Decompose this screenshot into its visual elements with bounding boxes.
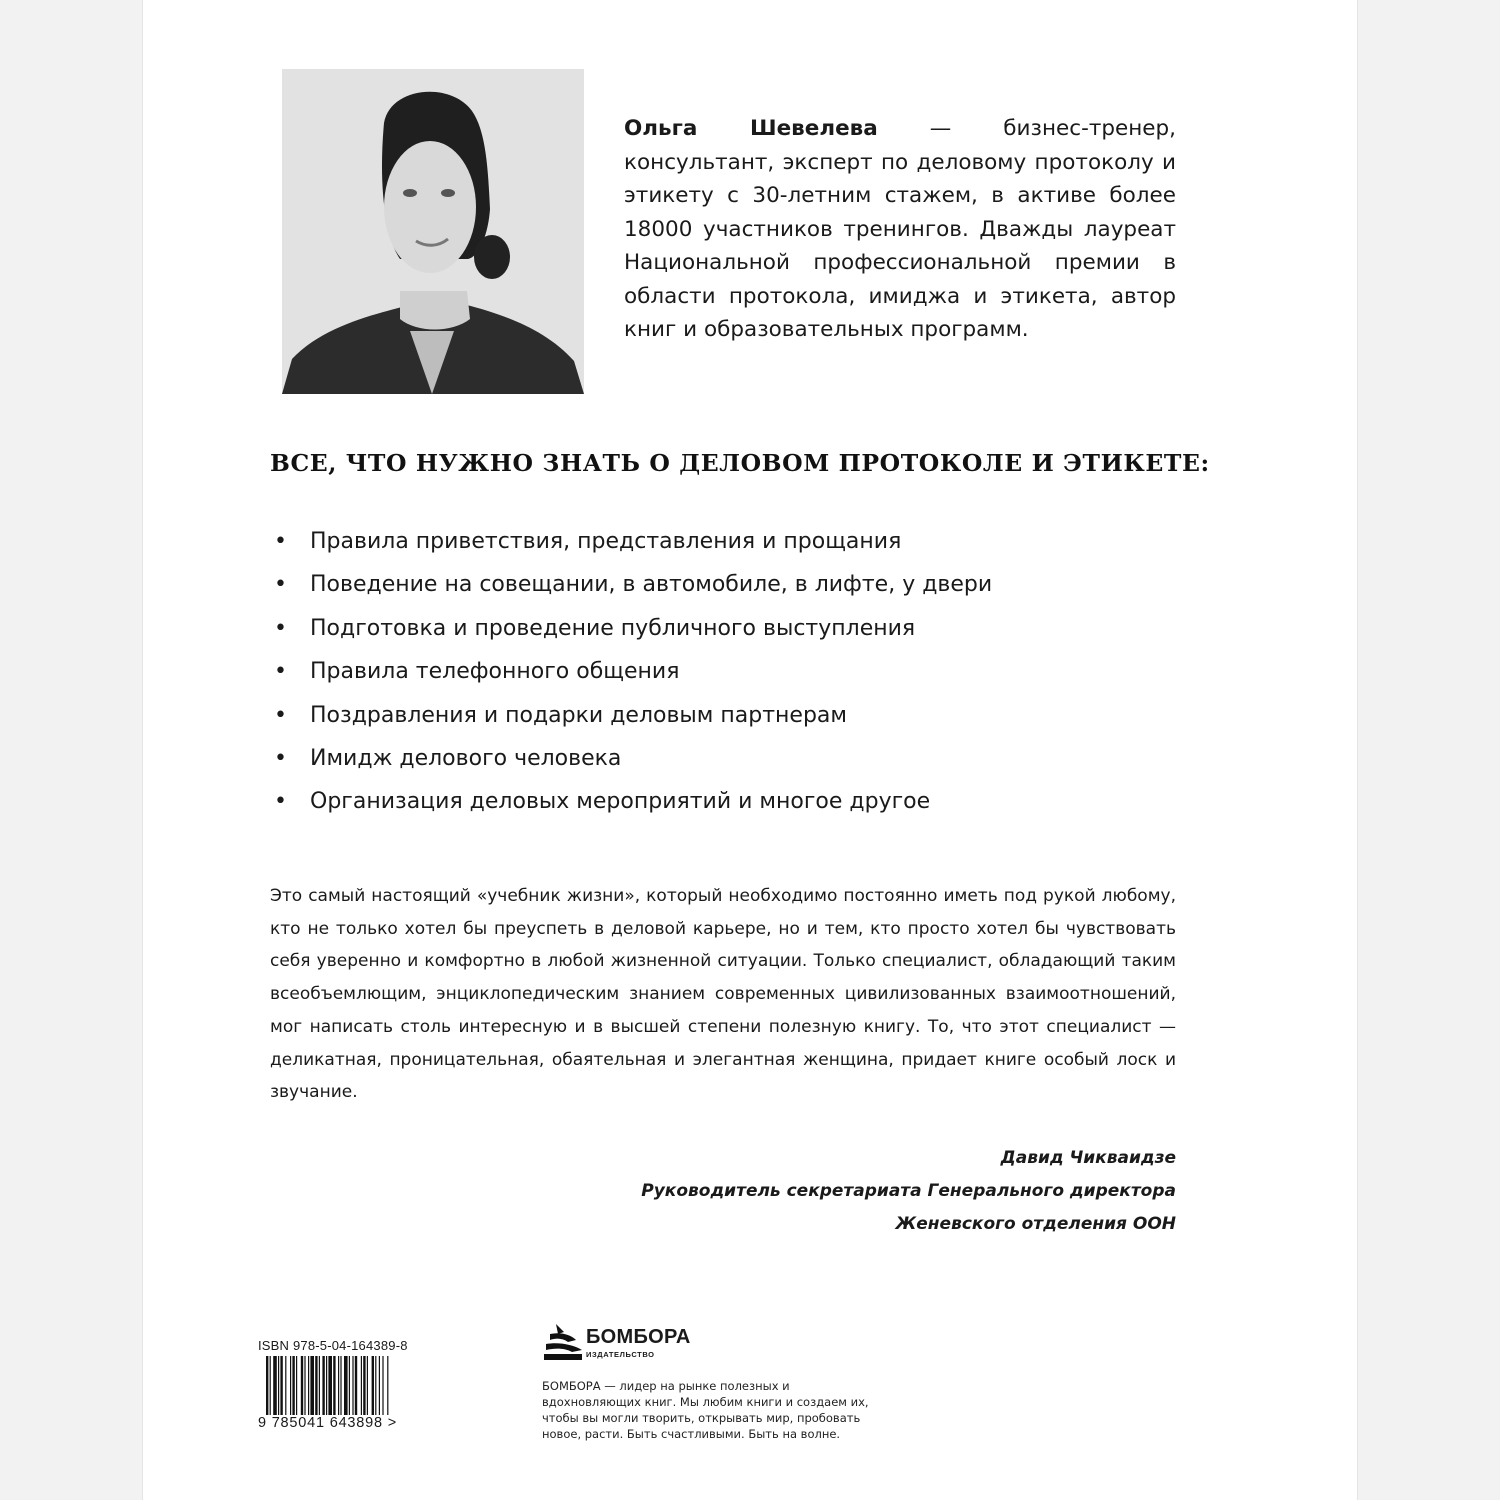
list-item-text: Поздравления и подарки деловым партнерам: [310, 702, 848, 728]
bullet-icon: •: [274, 702, 287, 728]
barcode-bar: [285, 1356, 286, 1418]
barcode-bar: [355, 1356, 357, 1418]
list-item-text: Подготовка и проведение публичного выступления: [310, 615, 916, 641]
barcode-bar: [338, 1356, 339, 1418]
isbn-label: ISBN 978-5-04-164389-8: [258, 1338, 408, 1353]
barcode-bar: [375, 1356, 376, 1418]
list-item: [270, 737, 1170, 780]
bullet-icon: •: [274, 615, 287, 641]
barcode-bar: [328, 1356, 332, 1418]
review-signature: [560, 1142, 1176, 1241]
bullet-icon: •: [274, 789, 287, 815]
list-item: [270, 780, 1170, 823]
barcode-bar: [333, 1356, 335, 1418]
barcode-bar: [273, 1356, 277, 1418]
barcode-bar: [319, 1356, 320, 1418]
barcode-bar: [340, 1356, 341, 1418]
author-name: Ольга Шевелева: [624, 116, 878, 141]
feature-list: [270, 520, 1170, 824]
bullet-icon: •: [274, 529, 287, 554]
publisher-logo-subtitle: ИЗДАТЕЛЬСТВО: [586, 1350, 655, 1359]
list-item: [270, 650, 1170, 693]
bullet-icon: •: [274, 659, 287, 685]
publisher-description: БОМБОРА — лидер на рынке полезных и вдохновляющих книг. Мы любим книги и создаем их, чтобы вы могли творить, открывать мир, пробовать новое, расти. Быть счастливыми. Быть на волне.: [542, 1379, 869, 1441]
list-item-text: Имидж делового человека: [310, 745, 622, 771]
barcode-bar: [344, 1356, 348, 1418]
section-heading: ВСЕ, ЧТО НУЖНО ЗНАТЬ О ДЕЛОВОМ ПРОТОКОЛЕ И ЭТИКЕТЕ:: [270, 449, 1210, 477]
author-photo: [282, 69, 584, 394]
publisher-logo-name: БОМБОРА: [586, 1326, 691, 1348]
signature-title-line-1: Руководитель секретариата Генерального директора: [641, 1181, 1176, 1201]
author-portrait-image: [282, 69, 584, 394]
barcode-bar: [310, 1356, 314, 1418]
barcode-bar: [280, 1356, 282, 1418]
barcode-digits: 9 785041 643898 >: [258, 1415, 463, 1431]
bullet-icon: •: [274, 572, 287, 598]
barcode-bar: [349, 1356, 350, 1418]
barcode-bar: [315, 1356, 317, 1418]
publisher-logo: [542, 1322, 712, 1368]
list-item: [270, 607, 1170, 650]
barcode-bar: [361, 1356, 362, 1418]
list-item: [270, 520, 1170, 563]
signature-name: Давид Чикваидзе: [1000, 1148, 1176, 1168]
author-bio: [624, 112, 1176, 347]
barcode-bar: [308, 1356, 309, 1418]
bullet-icon: •: [274, 745, 287, 771]
list-item-text: Правила телефонного общения: [310, 659, 680, 685]
list-item-text: Организация деловых мероприятий и многое другое: [310, 789, 931, 815]
barcode-bar: [290, 1356, 291, 1418]
author-bio-text: — бизнес-тренер, консультант, эксперт по деловому протоколу и этикету с 30-летним стажем, в активе более 18000 участников тренингов. Дважды лауреат Национальной профессиональной премии в области протокола, имиджа и этикета, автор книг и образовательных программ.: [624, 116, 1176, 342]
barcode-bar: [352, 1356, 353, 1418]
list-item-text: Правила приветствия, представления и прощания: [310, 529, 902, 554]
barcode-bar: [382, 1356, 383, 1418]
list-item: [270, 694, 1170, 737]
barcode-bar: [363, 1356, 365, 1418]
review-quote: Это самый настоящий «учебник жизни», который необходимо постоянно иметь под рукой любому, кто не только хотел бы преуспеть в деловой карьере, но и тем, кто просто хотел бы чувствовать себя уверенно и комфортно в любой жизненной ситуации. Только специалист, обладающий таким всеобъемлющим, энциклопедическим знанием современных цивилизованных взаимоотношений, мог написать столь интересную и в высшей степени полезную книгу. То, что этот специалист — деликатная, проницательная, обаятельная и элегантная женщина, придает книге особый лоск и звучание.: [270, 886, 1176, 1103]
barcode-bar: [372, 1356, 374, 1418]
bombora-logo-icon: [542, 1322, 584, 1362]
barcode-bar: [304, 1356, 305, 1418]
barcode-bar: [278, 1356, 279, 1418]
list-item-text: Поведение на совещании, в автомобиле, в лифте, у двери: [310, 572, 993, 598]
signature-title-line-2: Женевского отделения ООН: [895, 1214, 1176, 1234]
barcode-bar: [296, 1356, 297, 1418]
barcode-bar: [379, 1356, 380, 1418]
barcode-bar: [322, 1356, 324, 1418]
list-item: [270, 563, 1170, 606]
barcode-bar: [367, 1356, 368, 1418]
barcode-bar: [292, 1356, 294, 1418]
barcode-bar: [301, 1356, 303, 1418]
